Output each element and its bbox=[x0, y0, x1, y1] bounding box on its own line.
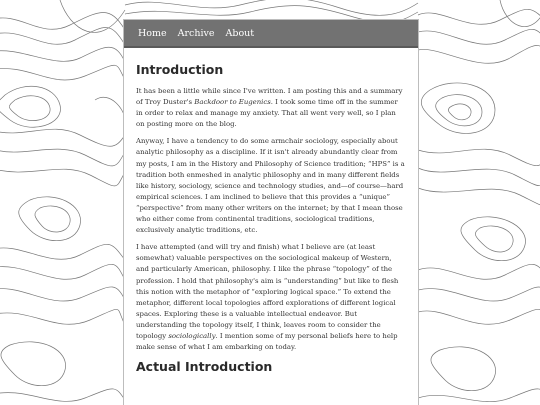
post-content bbox=[124, 48, 418, 374]
top-navigation-bar bbox=[124, 20, 418, 48]
paragraph-2: Anyway, I have a tendency to do some armchair sociology, especially about analytic philosophy as a discipline. If it isn't already abundantly clear from my posts, I am in the History and Philosophy of Science tradition; “HPS” is a tradition both enmeshed in analytic philosophy and in many different fields like history, sociology, science and technology studies, and—of course—hard empirical sciences. I am inclined to believe that this provides a “unique” “perspective” from many other writers on the internet; by that I mean those who either come from continental traditions, sociological traditions, exclusively analytic traditions, etc. bbox=[136, 137, 405, 235]
nav-link-archive[interactable]: Archive bbox=[177, 27, 215, 39]
paragraph-3-text-a: I have attempted (and will try and finish) what I believe are (at least somewhat) valuable perspectives on the sociological makeup of Western, and particularly American, philosophy. I like the phrase “topology” of the profession. I hold that philosophy's aim is “understanding” but like to flesh this notion with the metaphor of “exploring logical space.” To extend the metaphor, different local topologies afford explorations of different logical spaces. Exploring these is a valuable intellectual endeavor. But understanding the topology itself, I think, leaves room to consider the topology bbox=[136, 243, 399, 340]
paragraph-1-text-a: It has been a little while since I've written. I am posting this and a summary of Troy Duster's bbox=[136, 87, 403, 107]
nav-link-home[interactable]: Home bbox=[138, 27, 167, 39]
book-title: Backdoor to Eugenics bbox=[194, 98, 271, 107]
blog-page bbox=[124, 20, 418, 405]
paragraph-1-text-b: . I took some time off in the summer in order to relax and manage my anxiety. That all went very well, so I plan on posting more on the blog. bbox=[136, 98, 398, 129]
paragraph-1 bbox=[136, 86, 406, 130]
section-heading-actual-introduction: Actual Introduction bbox=[136, 359, 273, 375]
nav-link-about[interactable]: About bbox=[225, 27, 255, 39]
paragraph-3 bbox=[136, 242, 406, 353]
section-heading-introduction: Introduction bbox=[136, 62, 224, 77]
paragraph-3-text-b: . I mention some of my personal beliefs here to help make sense of what I am embarking on today. bbox=[136, 331, 398, 352]
emphasis-sociologically: sociologically bbox=[168, 331, 216, 340]
